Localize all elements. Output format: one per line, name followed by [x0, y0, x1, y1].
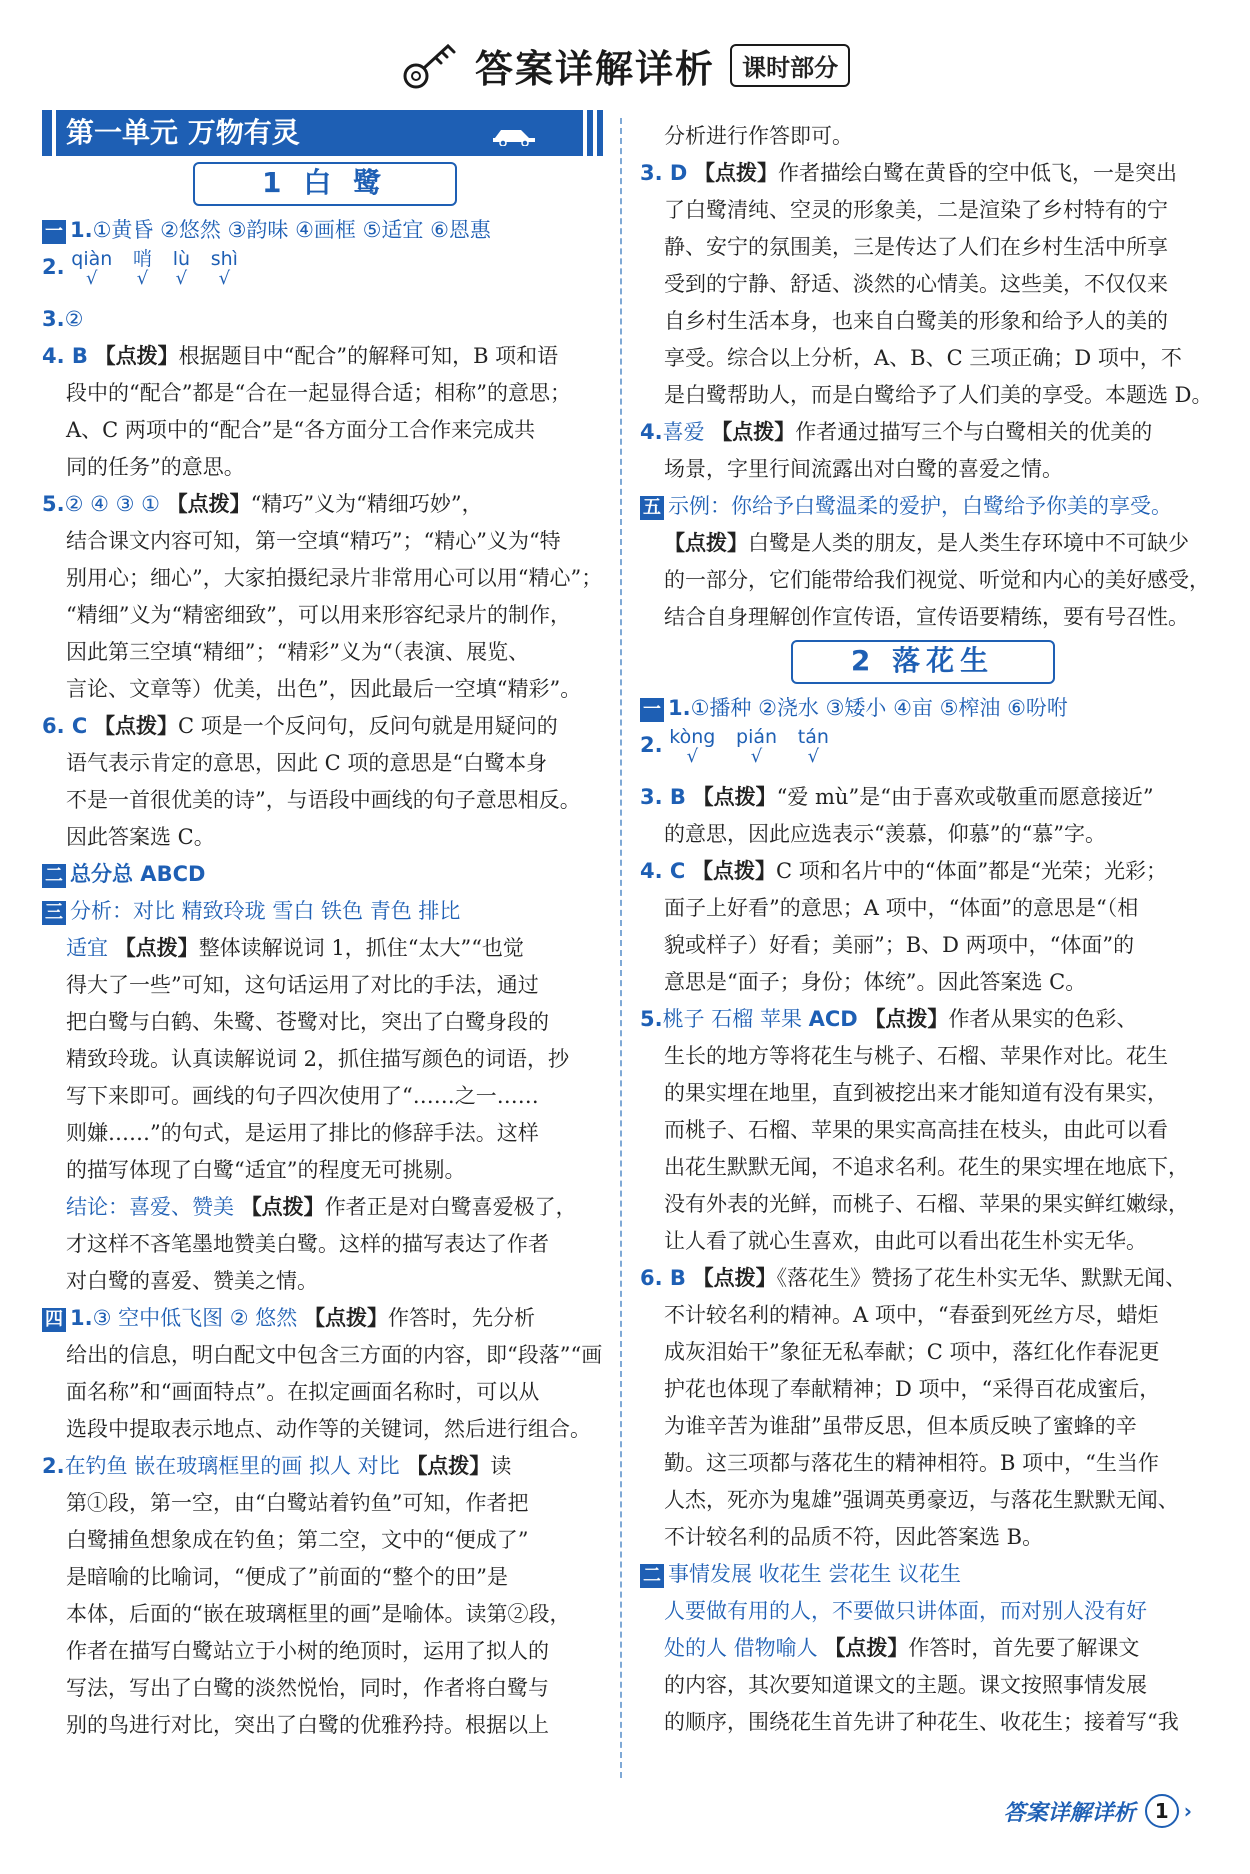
l1-s3: 三 分析：对比 精致玲珑 雪白 铁色 青色 排比: [42, 893, 607, 930]
page-footer: [1004, 1794, 1192, 1834]
key-icon: [400, 40, 460, 92]
right-column: 分析进行作答即可。 3. D 【点拨】作者描绘白鹭在黄昏的空中低飞，一是突出 了白鹭清纯、空灵的形象美，二是渲染了乡村特有的宁 静、安宁的氛围美，三是传达了人们在乡村生活中所享 受到的宁静、舒适、淡然的心情美。这些美，不仅仅来 自乡村生活本身，也来自白鹭美的形象和给予人的美的 享受。综合以上分析，A、B、C 三项正确；D 项中，不 是白鹭帮助人，而是白鹭给予了人们美的享受。本题选 D。 4.喜爱 【点拨】作者通过描写三个与白鹭相关的优美的 场景，字里行间流露出对白鹭的喜爱之情。 五 示例：你给予白鹭温柔的爱护，白鹭给予你美的享受。 【点拨】白鹭是人类的朋友，是人类生存环境中不可缺少 的一部分，它们能带给我们视觉、听觉和内心的美好感受， 结合自身理解创作宣传语，宣传语要精练，要有号召性。 2 落花生 一 1.①播种 ②浇水 ③矮小 ④亩 ⑤榨油 ⑥吩咐 2. kòng √ pián √ tán √ 3. B 【点拨】“爱 mù”是“由于喜欢或敬重而愿意接近” 的意思，因此应选表示“羡慕，仰慕”的“慕”字。 4. C 【点拨】C 项和名片中的“体面”都是“光荣；光彩； 面子上好看”的意思；A 项中，“体面”的意思是“（相 貌或样子）好看；美丽”；B、D 两项中，“体面”的 意思是“面子；身份；体统”。因此答案选 C。 5.桃子 石榴 苹果 ACD 【点拨】作者从果实的色彩、 生长的地方等将花生与桃子、石榴、苹果作对比。花生 的果实埋在地里，直到被挖出来才能知道有没有果实， 而桃子、石榴、苹果的果实高高挂在枝头，由此可以看 出花生默默无闻，不追求名利。花生的果实埋在地底下， 没有外表的光鲜，而桃子、石榴、苹果的果实鲜红嫩绿， 让人看了就心生喜欢，由此可以看出花生朴实无华。 6. B 【点拨】《落花生》赞扬了花生朴实无华、默默无闻、 不计较名利的精神。A 项中，“春蚕到死丝方尽，蜡炬 成灰泪始干”象征无私奉献；C 项中，落红化作春泥更 护花也体现了奉献精神；D 项中，“采得百花成蜜后， 为谁辛苦为谁甜”虽带反思，但本质反映了蜜蜂的辛 勤。这三项都与落花生的精神相符。B 项中，“生当作 人杰，死亦为鬼雄”强调英勇豪迈，与落花生默默无闻、 不计较名利的品质不符，因此答案选 B。 二 事情发展 收花生 尝花生 议花生 人要做有用的人，不要做只讲体面，而对别人没有好 处的人 借物喻人 【点拨】作答时，首先要了解课文 的内容，其次要知道课文的主题。课文按照事情发展 的顺序，围绕花生首先讲了种花生、收花生；接着写“我: [640, 124, 1213, 1734]
footer-label: 答案详解详析: [1003, 1800, 1136, 1826]
page-number: 1: [1145, 1794, 1179, 1828]
chevron-right-icon: ›: [1183, 1799, 1192, 1823]
l1-q3b: 3. D 【点拨】作者描绘白鹭在黄昏的空中低飞，一是突出: [640, 161, 1178, 185]
l1-s2: 二 总分总 ABCD: [42, 856, 607, 893]
l2-q3: 3. B 【点拨】“爱 mù”是“由于喜欢或敬重而愿意接近”: [640, 785, 1154, 809]
l1-q6: 6. C 【点拨】C 项是一个反问句，反问句就是用疑问的: [42, 714, 558, 738]
l1-s1-q1: 一 1.①黄昏 ②悠然 ③韵味 ④画框 ⑤适宜 ⑥恩惠: [42, 212, 607, 249]
unit-banner: [42, 110, 607, 156]
car-icon: [491, 124, 537, 146]
section-marker: 一: [640, 698, 664, 722]
l2-s1-q1: 一 1.①播种 ②浇水 ③矮小 ④亩 ⑤榨油 ⑥吩咐: [640, 690, 1205, 727]
l2-s2: 二 事情发展 收花生 尝花生 议花生: [640, 1556, 1205, 1593]
section-marker: 二: [42, 864, 66, 888]
l2-q5: 5.桃子 石榴 苹果 ACD 【点拨】作者从果实的色彩、: [640, 1007, 1138, 1031]
page-title: 答案详解详析: [474, 47, 715, 91]
l1-s4-q1: 四 1.③ 空中低飞图 ② 悠然 【点拨】作答时，先分析: [42, 1300, 607, 1337]
l1-s5: 五 示例：你给予白鹭温柔的爱护，白鹭给予你美的享受。: [640, 488, 1205, 525]
lesson1-title: 1 白 鹭: [193, 162, 457, 206]
section-badge: 课时部分: [730, 44, 850, 87]
lesson2-title: 2 落花生: [791, 640, 1055, 684]
section-marker: 二: [640, 1564, 664, 1588]
l2-q2: 2. kòng √ pián √ tán √: [640, 726, 829, 767]
page-header: [0, 38, 1250, 108]
column-divider: [620, 118, 622, 1778]
unit-title: 第一单元 万物有灵: [66, 116, 300, 149]
l1-q4b: 4.喜爱 【点拨】作者通过描写三个与白鹭相关的优美的: [640, 420, 1153, 444]
left-column: 第一单元 万物有灵 1 白 鹭 一 1.①黄昏 ②悠然 ③韵味 ④画框 ⑤适宜 ⑥恩惠 2. qiàn √ 哨 √ lù √ shì √ 3.② 4. B 【点拨】根据题目中“配合”的解释可知，B 项和语 段中的“配合”都是“合在一起显得合适；相称”的意思； A、C 两项中的“配合”是“各方面分工合作来完成共 同的任务”的意思。 5.② ④ ③ ① 【点拨】“精巧”义为“精细巧妙”， 结合课文内容可知，第一空填“精巧”；“精心”义为“特 别用心；细心”，大家拍摄纪录片非常用心可以用“精心”； “精细”义为“精密细致”，可以用来形容纪录片的制作， 因此第三空填“精细”；“精彩”义为“（表演、展览、 言论、文章等）优美，出色”，因此最后一空填“精彩”。 6. C 【点拨】C 项是一个反问句，反问句就是用疑问的 语气表示肯定的意思，因此 C 项的意思是“白鹭本身 不是一首很优美的诗”，与语段中画线的句子意思相反。 因此答案选 C。 二 总分总 ABCD 三 分析：对比 精致玲珑 雪白 铁色 青色 排比 适宜 【点拨】整体读解说词 1，抓住“太大”“也觉 得大了一些”可知，这句话运用了对比的手法，通过 把白鹭与白鹤、朱鹭、苍鹭对比，突出了白鹭身段的 精致玲珑。认真读解说词 2，抓住描写颜色的词语，抄 写下来即可。画线的句子四次使用了“……之一…… 则嫌……”的句式，是运用了排比的修辞手法。这样 的描写体现了白鹭“适宜”的程度无可挑剔。 结论：喜爱、赞美 【点拨】作者正是对白鹭喜爱极了， 才这样不吝笔墨地赞美白鹭。这样的描写表达了作者 对白鹭的喜爱、赞美之情。 四 1.③ 空中低飞图 ② 悠然 【点拨】作答时，先分析 给出的信息，明白配文中包含三方面的内容，即“段落”“画 面名称”和“画面特点”。在拟定画面名称时，可以从 选段中提取表示地点、动作等的关键词，然后进行组合。 2.在钓鱼 嵌在玻璃框里的画 拟人 对比 【点拨】读 第①段，第一空，由“白鹭站着钓鱼”可知，作者把 白鹭捕鱼想象成在钓鱼；第二空，文中的“便成了” 是暗喻的比喻词，“便成了”前面的“整个的田”是 本体，后面的“嵌在玻璃框里的画”是喻体。读第②段， 作者在描写白鹭站立于小树的绝顶时，运用了拟人的 写法，写出了白鹭的淡然悦怡，同时，作者将白鹭与 别的鸟进行对比，突出了白鹭的优雅矜持。根据以上: [42, 110, 607, 1744]
l1-q2: 2. qiàn √ 哨 √ lù √ shì √: [42, 248, 238, 289]
section-marker: 三: [42, 901, 66, 925]
l1-q3: 3.②: [42, 307, 84, 331]
l1-q5: 5.② ④ ③ ① 【点拨】“精巧”义为“精细巧妙”，: [42, 492, 483, 516]
l1-q4: 4. B 【点拨】根据题目中“配合”的解释可知，B 项和语: [42, 344, 559, 368]
section-marker: 五: [640, 496, 664, 520]
l2-q4: 4. C 【点拨】C 项和名片中的“体面”都是“光荣；光彩；: [640, 859, 1167, 883]
section-marker: 一: [42, 220, 66, 244]
section-marker: 四: [42, 1308, 66, 1332]
l2-q6: 6. B 【点拨】《落花生》赞扬了花生朴实无华、默默无闻、: [640, 1266, 1187, 1290]
l1-s4-q2: 2.在钓鱼 嵌在玻璃框里的画 拟人 对比 【点拨】读: [42, 1454, 512, 1478]
